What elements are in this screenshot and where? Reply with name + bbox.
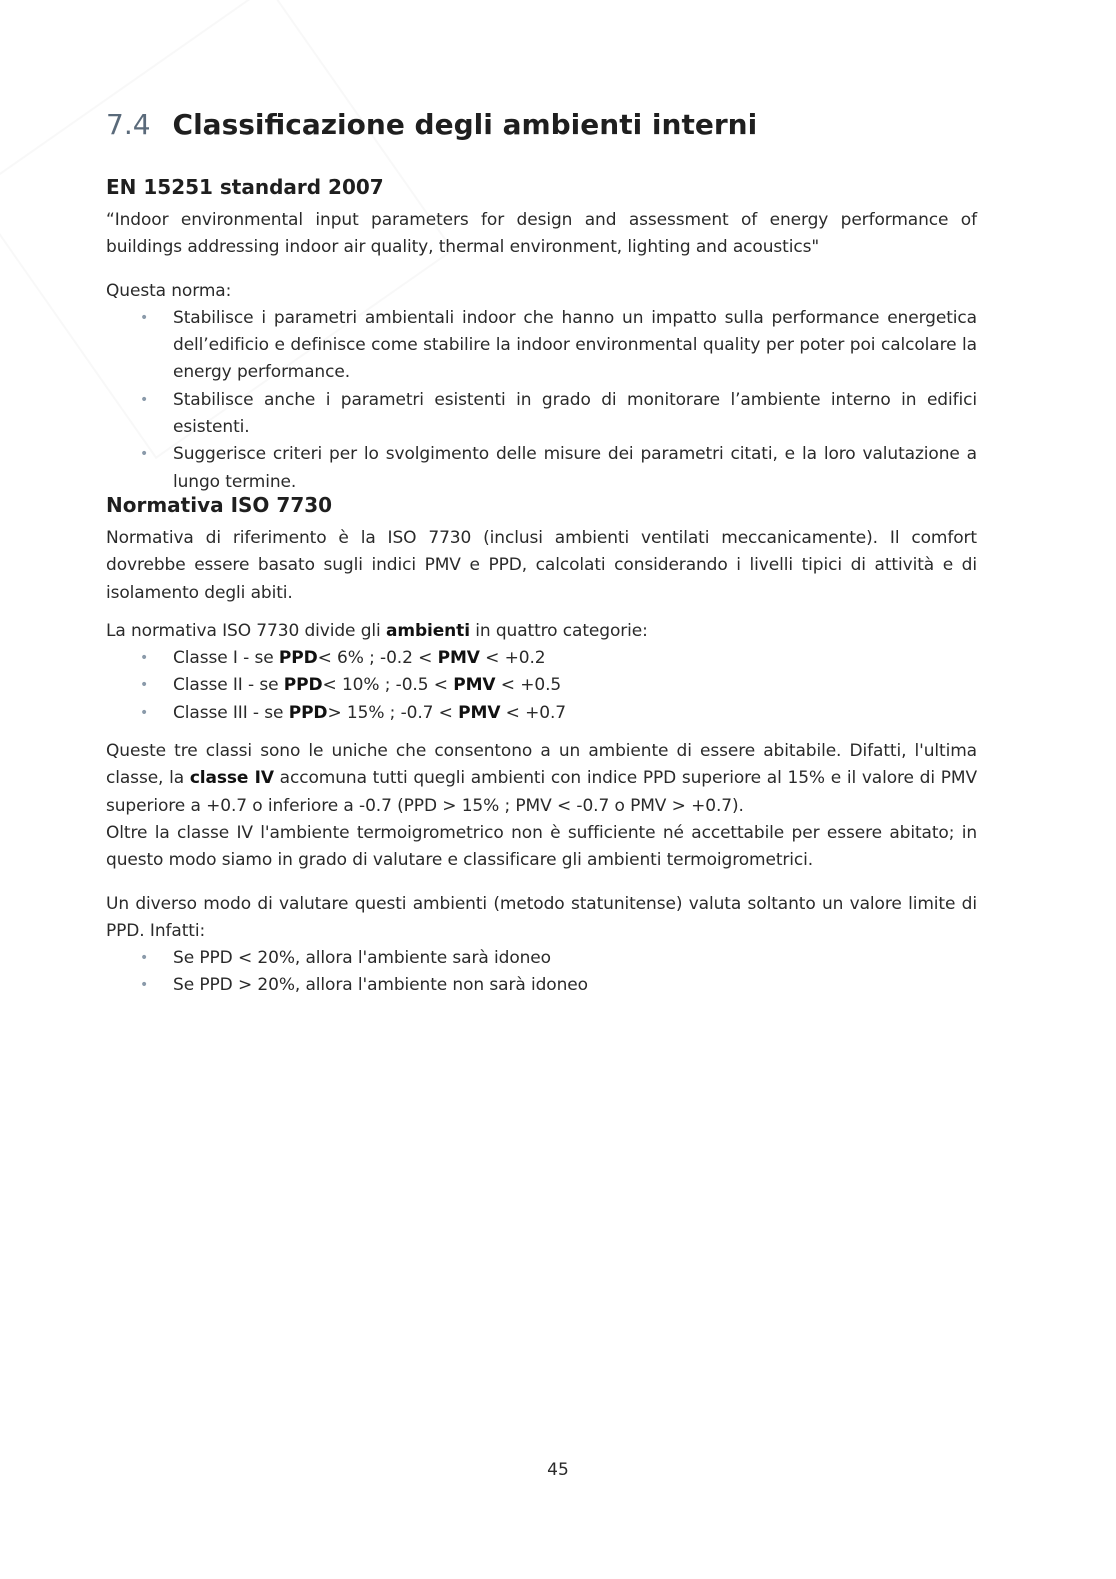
section-heading [106,108,757,141]
iso7730-paragraph-5: Un diverso modo di valutare questi ambienti (metodo statunitense) valuta soltanto un valore limite di PPD. Infatti: [106,893,977,941]
bullet-icon: • [140,677,149,694]
bullet-icon: • [140,446,149,463]
iso7730-paragraph-3: Queste tre classi sono le uniche che consentono a un ambiente di essere abitabile. Difatti, l'ultima classe, la classe IV accomuna tutti quegli ambienti con indice PPD superiore al 15% e il valore di PMV superiore a +0.7 o inferiore a -0.7 (PPD > 15% ; PMV < -0.7 o PMV > +0.7). [106,741,977,816]
list-item: • Classe II - se PPD< 10% ; -0.5 < PMV < +0.5 [106,672,977,699]
list-item: • Suggerisce criteri per lo svolgimento delle misure dei parametri citati, e la loro valutazione a lungo termine. [106,441,977,496]
list-item: • Stabilisce anche i parametri esistenti in grado di monitorare l’ambiente interno in edifici esistenti. [106,387,977,442]
en15251-heading: EN 15251 standard 2007 [106,175,384,199]
bullet-icon: • [140,391,149,408]
en15251-bullet-list [106,305,977,496]
iso7730-heading: Normativa ISO 7730 [106,493,333,517]
en15251-section [106,173,977,496]
list-item: • Se PPD > 20%, allora l'ambiente non sarà idoneo [106,972,977,999]
iso7730-section [106,491,977,1000]
class-list [106,645,977,727]
bullet-icon: • [140,950,149,967]
iso7730-paragraph-2: La normativa ISO 7730 divide gli ambienti in quattro categorie: [106,620,648,641]
list-item: • Classe III - se PPD> 15% ; -0.7 < PMV < +0.7 [106,700,977,727]
en15251-intro: Questa norma: [106,280,232,301]
list-item: • Se PPD < 20%, allora l'ambiente sarà idoneo [106,945,977,972]
page-number: 45 [547,1460,569,1480]
bullet-icon: • [140,977,149,994]
ppd-list [106,945,977,1000]
bullet-icon: • [140,650,149,667]
list-item: • Classe I - se PPD< 6% ; -0.2 < PMV < +0.2 [106,645,977,672]
bullet-icon: • [140,704,149,721]
bullet-icon: • [140,309,149,326]
iso7730-paragraph-1: Normativa di riferimento è la ISO 7730 (inclusi ambienti ventilati meccanicamente). Il comfort dovrebbe essere basato sugli indici PMV e PPD, calcolati considerando i livelli tipici di attività e di isolamento degli abiti. [106,528,977,603]
iso7730-paragraph-4: Oltre la classe IV l'ambiente termoigrometrico non è sufficiente né accettabile per essere abitato; in questo modo siamo in grado di valutare e classificare gli ambienti termoigrometrici. [106,822,977,871]
section-number: 7.4 [106,108,151,141]
section-title: Classificazione degli ambienti interni [172,108,758,141]
list-item: • Stabilisce i parametri ambientali indoor che hanno un impatto sulla performance energetica dell’edificio e definisce come stabilire la indoor environmental quality per poter poi calcolare la energy performance. [106,305,977,387]
en15251-quote: “Indoor environmental input parameters for design and assessment of energy performance of buildings addressing indoor air quality, thermal environment, lighting and acoustics" [106,210,977,258]
